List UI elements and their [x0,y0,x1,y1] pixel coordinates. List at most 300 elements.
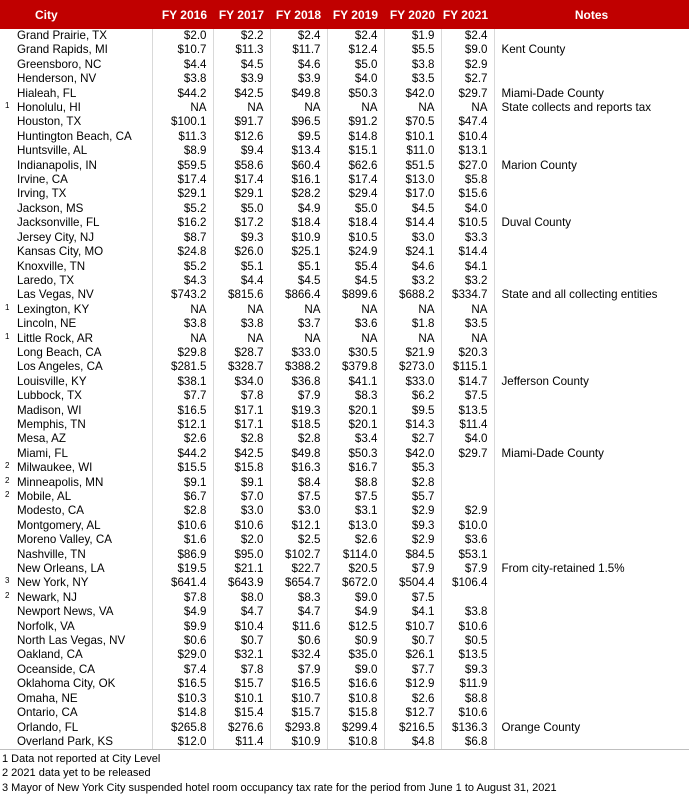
fy2017-cell: $0.7 [213,634,270,648]
fy2021-cell: $136.3 [441,721,494,735]
fy2019-cell: $299.4 [327,721,384,735]
fy2017-cell: $10.4 [213,620,270,634]
fy2018-cell: NA [270,303,327,317]
fy2018-cell: $8.4 [270,476,327,490]
fy2016-cell: $641.4 [152,576,213,590]
fy2021-cell: $47.4 [441,115,494,129]
notes-cell: State and all collecting entities [501,288,658,302]
fy2021-cell: $4.0 [441,202,494,216]
fy2018-cell: $13.4 [270,144,327,158]
fy2020-cell: $10.1 [384,130,441,144]
fy2020-cell: $3.0 [384,231,441,245]
city-cell: Mesa, AZ [17,432,152,446]
table-row [0,87,689,101]
fy2016-cell: $29.8 [152,346,213,360]
footnote-marker [0,187,17,201]
fy2020-cell: $5.7 [384,490,441,504]
fy2017-cell: $11.4 [213,735,270,750]
fy2019-cell: NA [327,332,384,346]
fy2020-cell: $84.5 [384,548,441,562]
fy2020-cell: $0.7 [384,634,441,648]
fy2020-cell: NA [384,303,441,317]
city-cell: Norfolk, VA [17,620,152,634]
fy2020-cell: $12.9 [384,677,441,691]
fy2020-cell: $9.5 [384,404,441,418]
table-row [0,173,689,187]
fy2019-cell: $15.8 [327,706,384,720]
city-cell: Lincoln, NE [17,317,152,331]
fy2017-cell: $12.6 [213,130,270,144]
fy2020-cell: $688.2 [384,288,441,302]
fy2019-cell: $29.4 [327,187,384,201]
table-row [0,663,689,677]
city-cell: Grand Rapids, MI [17,43,152,57]
fy2016-cell: $5.2 [152,260,213,274]
fy2017-cell: $3.9 [213,72,270,86]
fy2018-cell: $2.4 [270,29,327,43]
footnote-marker [0,317,17,331]
fy2020-column-header: FY 2020 [384,0,441,29]
fy2018-cell: $60.4 [270,159,327,173]
table-row [0,202,689,216]
table-row [0,389,689,403]
fy2018-cell: $16.3 [270,461,327,475]
fy2017-cell: $2.2 [213,29,270,43]
fy2020-cell: $7.7 [384,663,441,677]
fy2016-cell: $8.7 [152,231,213,245]
table-row [0,634,689,648]
fy2017-cell: $32.1 [213,648,270,662]
fy2017-cell: $10.1 [213,692,270,706]
fy2020-cell: $70.5 [384,115,441,129]
city-cell: Hialeah, FL [17,87,152,101]
notes-column-header: Notes [494,0,689,29]
city-column-header: City [17,0,152,29]
fy2016-cell: $59.5 [152,159,213,173]
footnote-marker [0,605,17,619]
fy2020-cell: $4.5 [384,202,441,216]
fy2020-cell: $2.9 [384,504,441,518]
footnote-marker [0,706,17,720]
city-cell: Ontario, CA [17,706,152,720]
footnote-marker [0,504,17,518]
fy2016-cell: $12.0 [152,735,213,750]
fy2017-cell: $21.1 [213,562,270,576]
city-cell: Los Angeles, CA [17,360,152,374]
city-cell: Huntsville, AL [17,144,152,158]
city-cell: Houston, TX [17,115,152,129]
city-cell: Honolulu, HI [17,101,152,115]
fy2020-cell: $24.1 [384,245,441,259]
fy2018-cell: $8.3 [270,591,327,605]
fy2016-cell: $4.4 [152,58,213,72]
footnote-1: 1 Data not reported at City Level [2,753,161,765]
fy2018-cell: $7.9 [270,663,327,677]
fy2021-cell: $7.5 [441,389,494,403]
notes-cell: State collects and reports tax [501,101,652,115]
fy2018-cell: $18.4 [270,216,327,230]
table-row [0,605,689,619]
table-row [0,620,689,634]
notes-cell: From city-retained 1.5% [501,562,625,576]
fy2021-cell [441,490,494,504]
fy2020-cell: $3.5 [384,72,441,86]
fy2018-cell: $18.5 [270,418,327,432]
fy2019-cell: $12.4 [327,43,384,57]
fy2016-cell: $7.7 [152,389,213,403]
fy2017-cell: $4.5 [213,58,270,72]
fy2018-cell: $15.7 [270,706,327,720]
header-row [0,0,689,29]
fy2018-cell: $2.5 [270,533,327,547]
notes-cell [494,533,689,547]
city-cell: Irving, TX [17,187,152,201]
fy2017-cell: $2.0 [213,533,270,547]
city-cell: Jacksonville, FL [17,216,152,230]
city-cell: Milwaukee, WI [17,461,152,475]
fy2021-cell: $15.6 [441,187,494,201]
fy2019-cell: $2.6 [327,533,384,547]
footnote-marker [0,677,17,691]
city-cell: Omaha, NE [17,692,152,706]
fy2019-cell: $2.4 [327,29,384,43]
fy2020-cell: $2.7 [384,432,441,446]
city-cell: Nashville, TN [17,548,152,562]
fy2016-cell: $10.7 [152,43,213,57]
fy2018-cell: $32.4 [270,648,327,662]
fy2018-cell: $654.7 [270,576,327,590]
table-row [0,432,689,446]
city-cell: Kansas City, MO [17,245,152,259]
table-row [0,562,689,576]
table-row [0,187,689,201]
fy2019-cell: $114.0 [327,548,384,562]
city-cell: Orlando, FL [17,721,152,735]
fy2016-cell: $10.3 [152,692,213,706]
notes-cell [494,490,689,504]
fy2020-cell: $12.7 [384,706,441,720]
fy2019-cell: $18.4 [327,216,384,230]
fy2021-cell: NA [441,101,494,115]
fy2017-cell: $9.4 [213,144,270,158]
notes-cell [494,706,689,720]
fy2021-cell: $2.9 [441,58,494,72]
city-cell: Modesto, CA [17,504,152,518]
fy2019-cell: $14.8 [327,130,384,144]
fy2021-cell: $0.5 [441,634,494,648]
city-cell: Jackson, MS [17,202,152,216]
footnote-marker [0,202,17,216]
notes-cell: Duval County [501,216,572,230]
footnote-marker [0,130,17,144]
fy2019-cell: $7.5 [327,490,384,504]
fy2018-cell: $36.8 [270,375,327,389]
notes-cell [494,418,689,432]
fy2016-cell: $15.5 [152,461,213,475]
fy2017-cell: $10.6 [213,519,270,533]
city-cell: Huntington Beach, CA [17,130,152,144]
fy2016-cell: $100.1 [152,115,213,129]
fy2018-cell: NA [270,332,327,346]
fy2019-cell: $0.9 [327,634,384,648]
fy2020-cell: $42.0 [384,447,441,461]
footnote-marker [0,620,17,634]
city-cell: North Las Vegas, NV [17,634,152,648]
fy2018-cell: NA [270,101,327,115]
footnote-marker [0,432,17,446]
fy2017-cell: $42.5 [213,447,270,461]
fy2020-cell: $1.9 [384,29,441,43]
city-cell: Louisville, KY [17,375,152,389]
notes-cell [494,591,689,605]
fy2021-cell: $13.5 [441,648,494,662]
footnote-marker [0,29,17,43]
notes-cell [494,317,689,331]
fy2019-cell: $16.6 [327,677,384,691]
fy2019-column-header: FY 2019 [327,0,384,29]
fy2019-cell: $379.8 [327,360,384,374]
table-row [0,648,689,662]
city-cell: Knoxville, TN [17,260,152,274]
notes-cell: Miami-Dade County [501,446,604,460]
notes-cell [494,735,689,750]
fy2018-cell: $4.7 [270,605,327,619]
fy2019-cell: $3.6 [327,317,384,331]
table-row [0,519,689,533]
fy2020-cell: $6.2 [384,389,441,403]
footnote-marker: 1 [5,101,10,111]
fy2020-cell: NA [384,332,441,346]
footnotes [2,752,557,795]
fy2017-cell: $9.1 [213,476,270,490]
table-row [0,101,689,115]
fy2018-cell: $19.3 [270,404,327,418]
fy2018-cell: $7.9 [270,389,327,403]
notes-cell [494,202,689,216]
fy2017-cell: $276.6 [213,721,270,735]
fy2017-cell: $2.8 [213,432,270,446]
fy2019-cell: $41.1 [327,375,384,389]
fy2020-cell: $13.0 [384,173,441,187]
fy2019-cell: $672.0 [327,576,384,590]
fy2019-cell: $899.6 [327,288,384,302]
footnote-marker [0,548,17,562]
footnote-marker [0,389,17,403]
fy2016-cell: $1.6 [152,533,213,547]
notes-cell [494,144,689,158]
fy2020-cell: $14.4 [384,216,441,230]
fy2019-cell: $12.5 [327,620,384,634]
fy2017-cell: $9.3 [213,231,270,245]
city-cell: New Orleans, LA [17,562,152,576]
fy2016-cell: $9.9 [152,620,213,634]
footnote-marker [0,648,17,662]
table-row [0,692,689,706]
fy2019-cell: $62.6 [327,159,384,173]
fy2017-cell: $15.4 [213,706,270,720]
fy2018-cell: $293.8 [270,721,327,735]
fy2017-cell: $29.1 [213,187,270,201]
fy2017-cell: $17.1 [213,418,270,432]
table-row [0,288,689,302]
table-row [0,461,689,475]
table-row [0,346,689,360]
table-row [0,490,689,504]
fy2020-cell: $2.8 [384,476,441,490]
notes-cell [494,231,689,245]
fy2017-cell: $91.7 [213,115,270,129]
table-row [0,72,689,86]
table-row [0,404,689,418]
city-cell: Grand Prairie, TX [17,29,152,43]
fy2016-cell: $24.8 [152,245,213,259]
footnote-marker [0,360,17,374]
fy2016-cell: $29.0 [152,648,213,662]
fy2019-cell: $8.8 [327,476,384,490]
notes-cell [494,332,689,346]
fy2018-cell: $4.5 [270,274,327,288]
fy2018-cell: $388.2 [270,360,327,374]
footnote-marker: 2 [5,475,10,485]
fy2017-cell: $26.0 [213,245,270,259]
footnote-marker [0,72,17,86]
fy2019-cell: $10.5 [327,231,384,245]
fy2018-cell: $28.2 [270,187,327,201]
fy2016-cell: $0.6 [152,634,213,648]
fy2016-cell: $14.8 [152,706,213,720]
fy2017-cell: $28.7 [213,346,270,360]
fy2016-cell: $8.9 [152,144,213,158]
fy2017-cell: $643.9 [213,576,270,590]
city-cell: Lubbock, TX [17,389,152,403]
fy2016-cell: NA [152,332,213,346]
fy2016-cell: $4.3 [152,274,213,288]
table-row [0,58,689,72]
footnote-marker [0,245,17,259]
fy2020-cell: $33.0 [384,375,441,389]
fy2018-cell: $16.5 [270,677,327,691]
city-cell: Minneapolis, MN [17,476,152,490]
footnote-3: 3 Mayor of New York City suspended hotel room occupancy tax rate for the period from June 1 to August 31, 2021 [2,781,557,794]
table-row [0,375,689,389]
fy2021-cell: $11.4 [441,418,494,432]
fy2020-cell: $504.4 [384,576,441,590]
fy2016-cell: $44.2 [152,87,213,101]
fy2017-cell: $5.1 [213,260,270,274]
notes-cell [494,519,689,533]
fy2017-cell: NA [213,332,270,346]
city-cell: Newark, NJ [17,591,152,605]
fy2016-cell: $3.8 [152,317,213,331]
fy2020-cell: $10.7 [384,620,441,634]
city-cell: Long Beach, CA [17,346,152,360]
fy2016-cell: $6.7 [152,490,213,504]
table-row [0,548,689,562]
fy2019-cell: NA [327,303,384,317]
fy2017-cell: $95.0 [213,548,270,562]
footnote-marker [0,87,17,101]
fy2021-cell: $10.4 [441,130,494,144]
notes-cell: Kent County [501,43,566,57]
notes-cell [494,58,689,72]
city-cell: Little Rock, AR [17,332,152,346]
fy2018-cell: $16.1 [270,173,327,187]
footnote-marker [0,144,17,158]
fy2020-cell: $216.5 [384,721,441,735]
fy2021-cell: $5.8 [441,173,494,187]
fy2020-cell: $7.9 [384,562,441,576]
table-row [0,231,689,245]
fy2021-cell: $3.8 [441,605,494,619]
table-row [0,721,689,735]
fy2021-cell: $9.0 [441,43,494,57]
fy2016-cell: $10.6 [152,519,213,533]
notes-cell [494,303,689,317]
fy2019-cell: $17.4 [327,173,384,187]
table-row [0,43,689,57]
table-row [0,332,689,346]
table-body [0,29,689,750]
fy2016-cell: $2.6 [152,432,213,446]
footnote-column-header [0,0,17,29]
notes-cell: Orange County [501,720,581,734]
fy2018-cell: $2.8 [270,432,327,446]
table-row [0,476,689,490]
notes-cell [494,360,689,374]
fy2019-cell: $5.4 [327,260,384,274]
fy2017-cell: $34.0 [213,375,270,389]
footnote-marker [0,418,17,432]
city-cell: Montgomery, AL [17,519,152,533]
table-row [0,418,689,432]
footnote-marker [0,663,17,677]
fy2021-cell: $8.8 [441,692,494,706]
footnote-marker [0,274,17,288]
city-cell: Laredo, TX [17,274,152,288]
footnote-marker [0,346,17,360]
notes-cell [494,634,689,648]
notes-cell: Miami-Dade County [501,86,604,100]
fy2021-cell: $29.7 [441,87,494,101]
fy2021-cell: $3.5 [441,317,494,331]
footnote-marker [0,375,17,389]
table-row [0,260,689,274]
fy2017-cell: $5.0 [213,202,270,216]
fy2018-cell: $0.6 [270,634,327,648]
fy2020-cell: $51.5 [384,159,441,173]
fy2016-cell: $7.8 [152,591,213,605]
city-cell: Newport News, VA [17,605,152,619]
fy2019-cell: $9.0 [327,591,384,605]
footnote-marker [0,288,17,302]
footnote-marker [0,260,17,274]
fy2016-cell: $2.8 [152,504,213,518]
fy2017-cell: $58.6 [213,159,270,173]
table-row [0,216,689,230]
notes-cell [494,620,689,634]
fy2018-cell: $866.4 [270,288,327,302]
fy2018-cell: $49.8 [270,87,327,101]
notes-cell [494,115,689,129]
fy2020-cell: $11.0 [384,144,441,158]
fy2021-cell [441,591,494,605]
fy2016-cell: $16.5 [152,677,213,691]
notes-cell [494,130,689,144]
fy2018-cell: $49.8 [270,447,327,461]
fy2016-column-header: FY 2016 [152,0,213,29]
notes-cell [494,173,689,187]
fy2021-cell: $9.3 [441,663,494,677]
